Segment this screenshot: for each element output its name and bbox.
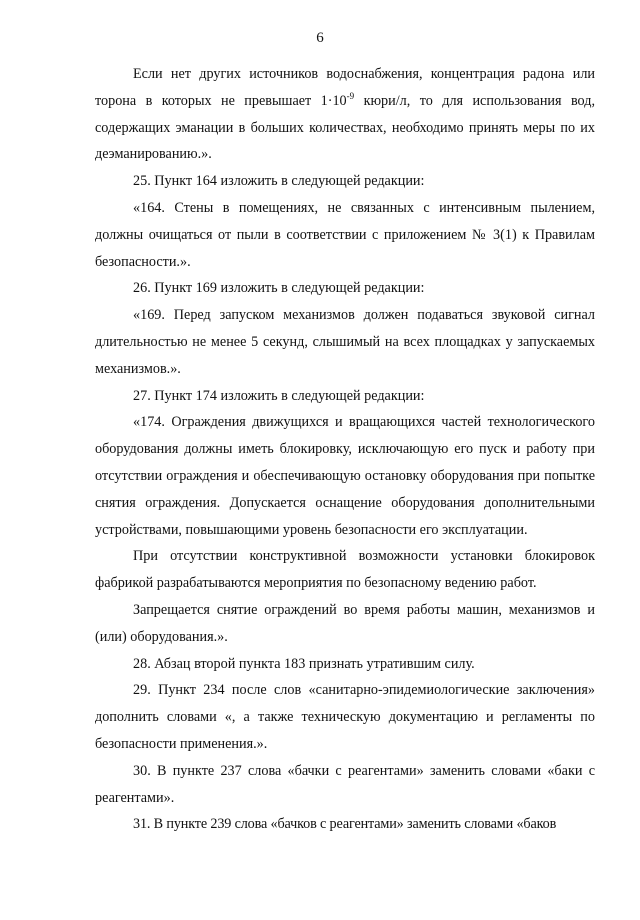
paragraph-item-25: 25. Пункт 164 изложить в следующей редакции:: [133, 173, 425, 190]
paragraph-item-28: 28. Абзац второй пункта 183 признать утратившим силу.: [133, 655, 475, 672]
paragraph-radon-water: [95, 61, 595, 168]
exponent: -9: [346, 90, 355, 101]
paragraph-item-27: 27. Пункт 174 изложить в следующей редакции:: [133, 387, 425, 404]
paragraph-item-31: 31. В пункте 239 слова «бачков с реагентами» заменить словами «баков: [133, 816, 557, 833]
paragraph-radon-text-start: Если нет других источников водоснабжения, концентрация радона или торона в которых не превышает 1·10: [95, 66, 595, 109]
document-body: [95, 61, 595, 838]
paragraph-guard-removal: Запрещается снятие ограждений во время работы машин, механизмов и (или) оборудования.».: [95, 601, 595, 645]
page-number: 6: [316, 30, 324, 46]
paragraph-blocking: При отсутствии конструктивной возможности установки блокировок фабрикой разрабатываются мероприятия по безопасному ведению работ.: [95, 548, 595, 592]
paragraph-quote-169: «169. Перед запуском механизмов должен подаваться звуковой сигнал длительностью не менее 5 секунд, слышимый на всех площадках у запускаемых механизмов.».: [95, 307, 595, 377]
paragraph-item-26: 26. Пункт 169 изложить в следующей редакции:: [133, 280, 425, 297]
paragraph-item-29: 29. Пункт 234 после слов «санитарно-эпидемиологические заключения» дополнить словами «, а также техническую документацию и регламенты по безопасности применения.».: [95, 682, 595, 752]
paragraph-radon-text-end: кюри/л, то для использования вод, содержащих эманации в больших количествах, необходимо принять меры по их деэманированию.».: [95, 92, 595, 163]
paragraph-quote-164: «164. Стены в помещениях, не связанных с интенсивным пылением, должны очищаться от пыли в соответствии с приложением № 3(1) к Правилам безопасности.».: [95, 199, 595, 270]
paragraph-item-30: 30. В пункте 237 слова «бачки с реагентами» заменить словами «баки с реагентами».: [95, 762, 595, 806]
paragraph-quote-174: «174. Ограждения движущихся и вращающихся частей технологического оборудования должны иметь блокировку, исключающую его пуск и работу при отсутствии ограждения и обеспечивающую остановку оборудования при попытке снятия ограждения. Допускается оснащение оборудования дополнительными устройствами, повышающими уровень безопасности его эксплуатации.: [95, 414, 595, 538]
